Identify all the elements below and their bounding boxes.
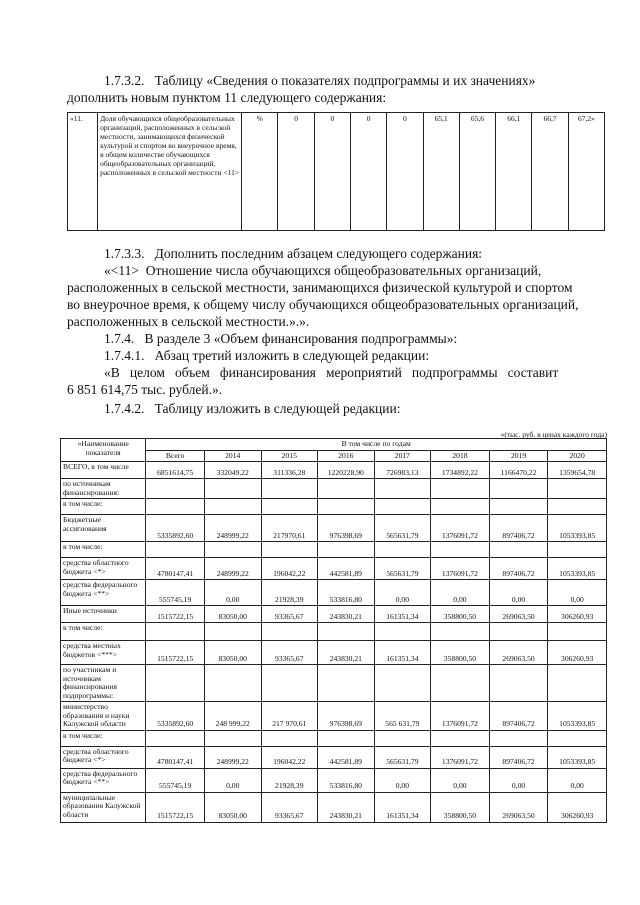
funding-total-line1: «В целом объем финансирования мероприятий подпрограммы составит <box>104 365 559 380</box>
table-cell: 897406,72 <box>489 515 548 542</box>
table-cell: 66,1 <box>496 113 532 231</box>
table-cell <box>374 730 431 746</box>
table-cell: 306260,93 <box>548 641 607 665</box>
table-cell: 1166470,22 <box>489 462 548 479</box>
table-cell: 565631,79 <box>374 746 431 768</box>
funding-table-body <box>61 462 607 823</box>
table-cell: 21928,39 <box>261 768 318 792</box>
row-label: средства федерального бюджета <**> <box>61 768 146 792</box>
table-cell <box>374 623 431 641</box>
table-cell: 161351,34 <box>374 641 431 665</box>
table-cell: 93365,67 <box>261 792 318 822</box>
table-cell <box>431 665 490 702</box>
table-cell: 1734892,22 <box>431 462 490 479</box>
table-row <box>61 623 607 641</box>
table-cell <box>318 499 375 515</box>
table-cell: 269063,50 <box>489 792 548 822</box>
table-row <box>61 792 607 822</box>
table-header-row <box>61 439 607 451</box>
row-label: средства областного бюджета <*> <box>61 746 146 768</box>
table-cell <box>261 542 318 558</box>
table-cell: 0,00 <box>489 768 548 792</box>
row-label: в том числе: <box>61 542 146 558</box>
header-year: 2015 <box>261 450 318 462</box>
table-cell: 1053393,85 <box>548 515 607 542</box>
table-row <box>61 542 607 558</box>
table-cell <box>431 623 490 641</box>
table-cell: 442581,89 <box>318 558 375 580</box>
header-year: 2014 <box>204 450 261 462</box>
table-cell: 1220228,90 <box>318 462 375 479</box>
table-cell: 358800,50 <box>431 792 490 822</box>
table-cell <box>489 665 548 702</box>
paragraph-1-7-3-3: 1.7.3.3. Дополнить последним абзацем следующего содержания: <box>104 246 483 261</box>
table-row <box>61 606 607 623</box>
table-cell: 897406,72 <box>489 558 548 580</box>
table-cell: 565631,79 <box>374 515 431 542</box>
table-cell: 243830,21 <box>318 641 375 665</box>
table-cell: 65,6 <box>459 113 495 231</box>
table-cell: 0,00 <box>431 768 490 792</box>
table-cell: 1376091,72 <box>431 702 490 731</box>
table-cell <box>374 479 431 499</box>
table-row <box>61 479 607 499</box>
table-cell: 161351,34 <box>374 792 431 822</box>
table-cell: 83050,00 <box>204 606 261 623</box>
footnote-11-line2: расположенных в сельской местности, занимающихся физической культурой и спортом <box>67 280 573 295</box>
table-cell: 0,00 <box>374 768 431 792</box>
footnote-11-line3: во внеурочное время, к общему числу обучающихся общеобразовательных организаций, <box>67 297 579 312</box>
header-total: Всего <box>146 450 205 462</box>
table-cell: 248999,22 <box>204 515 261 542</box>
table-cell: «11. <box>68 113 98 231</box>
table-cell: 6851614,75 <box>146 462 205 479</box>
table-cell: 1376091,72 <box>431 515 490 542</box>
row-label: средства федерального бюджета <**> <box>61 580 146 606</box>
table-cell <box>489 623 548 641</box>
table-cell <box>489 542 548 558</box>
table-cell <box>146 499 205 515</box>
table-cell: 269063,50 <box>489 606 548 623</box>
table-cell: 306260,93 <box>548 792 607 822</box>
table-cell: 65,1 <box>423 113 459 231</box>
table-cell: 0,00 <box>204 580 261 606</box>
table-cell: 93365,67 <box>261 641 318 665</box>
table-cell: 1376091,72 <box>431 746 490 768</box>
footnote-11-line1: «<11> Отношение числа обучающихся общеобразовательных организаций, <box>104 263 542 278</box>
table-cell: 217 970,61 <box>261 702 318 731</box>
unit-note: «(тыс. руб. в ценах каждого года) <box>500 430 607 439</box>
row-label: Бюджетные ассигнования <box>61 515 146 542</box>
paragraph-1-7-4: 1.7.4. В разделе 3 «Объем финансирования подпрограммы»: <box>104 331 458 346</box>
row-label: в том числе: <box>61 623 146 641</box>
table-cell <box>548 730 607 746</box>
table-cell <box>318 665 375 702</box>
row-label: Иные источники <box>61 606 146 623</box>
table-cell: 976398,69 <box>318 702 375 731</box>
table-cell <box>204 623 261 641</box>
table-cell: 21928,39 <box>261 580 318 606</box>
header-name: «Наименование показателя <box>61 439 146 462</box>
table-cell: 358800,50 <box>431 641 490 665</box>
table-cell: 358800,50 <box>431 606 490 623</box>
table-cell <box>548 479 607 499</box>
table-cell: 243830,21 <box>318 606 375 623</box>
table-cell: 0 <box>387 113 423 231</box>
table-cell: 1053393,85 <box>548 702 607 731</box>
table-row <box>61 580 607 606</box>
table-cell: 0,00 <box>548 580 607 606</box>
table-cell <box>431 479 490 499</box>
table-cell: 311336,28 <box>261 462 318 479</box>
table-cell: 269063,50 <box>489 641 548 665</box>
table-cell: 0 <box>314 113 350 231</box>
table-cell <box>318 542 375 558</box>
table-cell <box>374 499 431 515</box>
table-cell: 0 <box>278 113 314 231</box>
table-cell: 67,2» <box>568 113 604 231</box>
header-year: 2018 <box>431 450 490 462</box>
table-cell: 83050,00 <box>204 641 261 665</box>
row-label: в том числе: <box>61 499 146 515</box>
row-label: по источникам финансирования: <box>61 479 146 499</box>
table-cell <box>146 730 205 746</box>
table-cell <box>146 542 205 558</box>
table-cell: 93365,67 <box>261 606 318 623</box>
paragraph-1-7-3-2-line1: 1.7.3.2. Таблицу «Сведения о показателях подпрограммы и их значениях» <box>104 73 536 88</box>
table-row <box>61 558 607 580</box>
table-cell: 243830,21 <box>318 792 375 822</box>
table-cell <box>548 623 607 641</box>
table-cell: 196042,22 <box>261 558 318 580</box>
header-by-years: В том числе по годам <box>146 439 607 451</box>
table-row <box>61 746 607 768</box>
table-cell: 565631,79 <box>374 558 431 580</box>
table-cell: 555745,19 <box>146 768 205 792</box>
table-cell <box>204 730 261 746</box>
paragraph-1-7-4-2: 1.7.4.2. Таблицу изложить в следующей редакции: <box>104 401 401 416</box>
table-cell <box>146 623 205 641</box>
table-cell: 83050,00 <box>204 792 261 822</box>
row-label: в том числе: <box>61 730 146 746</box>
table-cell: 248999,22 <box>204 558 261 580</box>
table-cell: 332049,22 <box>204 462 261 479</box>
table-cell: 897406,72 <box>489 702 548 731</box>
table-cell: 1515722,15 <box>146 792 205 822</box>
table-cell: 726983,13 <box>374 462 431 479</box>
table-cell: 1376091,72 <box>431 558 490 580</box>
table-cell <box>548 665 607 702</box>
table-cell: 976398,69 <box>318 515 375 542</box>
table-cell: 1053393,85 <box>548 558 607 580</box>
paragraph-1-7-4-1: 1.7.4.1. Абзац третий изложить в следующей редакции: <box>104 348 430 363</box>
table-cell <box>489 730 548 746</box>
table-cell: % <box>242 113 278 231</box>
table-cell <box>204 665 261 702</box>
table-row <box>61 730 607 746</box>
table-cell: 1053393,85 <box>548 746 607 768</box>
table-cell: 0 <box>351 113 387 231</box>
table-cell: 533816,80 <box>318 768 375 792</box>
header-year: 2020 <box>548 450 607 462</box>
table-cell <box>261 730 318 746</box>
table-cell: 196042,22 <box>261 746 318 768</box>
table-cell <box>548 499 607 515</box>
footnote-11-line4: расположенных в сельской местности.».». <box>67 314 310 329</box>
table-cell: Доля обучающихся общеобразовательных организаций, расположенных в сельской местности, занимающихся физической культурой и спортом во внеурочное время, в общем количестве обучающихся общеобразовательных организаций, расположенных в сельской местности <11> <box>98 113 242 231</box>
table-cell <box>204 479 261 499</box>
paragraph-1-7-3-2-line2: дополнить новым пунктом 11 следующего содержания: <box>67 90 387 105</box>
table-cell: 1515722,15 <box>146 641 205 665</box>
table-cell <box>431 542 490 558</box>
table-row <box>61 499 607 515</box>
funding-total-line2: 6 851 614,75 тыс. рублей.». <box>67 382 223 397</box>
table-cell <box>146 665 205 702</box>
table-cell: 5335892,60 <box>146 702 205 731</box>
row-label: средства областного бюджета <*> <box>61 558 146 580</box>
table-cell: 565 631,79 <box>374 702 431 731</box>
table-cell <box>318 623 375 641</box>
table-cell: 897406,72 <box>489 746 548 768</box>
header-year: 2017 <box>374 450 431 462</box>
table-cell: 555745,19 <box>146 580 205 606</box>
table-cell: 0,00 <box>548 768 607 792</box>
table-cell: 306260,93 <box>548 606 607 623</box>
table-cell: 66,7 <box>532 113 568 231</box>
header-year: 2019 <box>489 450 548 462</box>
table-row <box>61 702 607 731</box>
table-cell <box>261 623 318 641</box>
row-label: средства местных бюджетов <***> <box>61 641 146 665</box>
table-cell: 0,00 <box>374 580 431 606</box>
row-label: министерство образования и науки Калужской области <box>61 702 146 731</box>
table-cell: 0,00 <box>204 768 261 792</box>
table-row <box>61 515 607 542</box>
table-cell <box>204 499 261 515</box>
table-row <box>61 462 607 479</box>
table-cell: 0,00 <box>489 580 548 606</box>
indicator-table <box>67 112 605 231</box>
row-label: по участникам и источникам финансирования подпрограммы: <box>61 665 146 702</box>
table-cell: 442581,89 <box>318 746 375 768</box>
table-cell <box>431 499 490 515</box>
table-cell <box>261 499 318 515</box>
table-row <box>68 113 605 231</box>
table-cell: 248999,22 <box>204 746 261 768</box>
table-cell <box>374 665 431 702</box>
table-cell <box>318 479 375 499</box>
table-cell: 0,00 <box>431 580 490 606</box>
table-cell <box>489 499 548 515</box>
table-cell: 217970,61 <box>261 515 318 542</box>
table-cell <box>431 730 490 746</box>
table-cell: 1359654,78 <box>548 462 607 479</box>
table-row <box>61 641 607 665</box>
table-cell <box>548 542 607 558</box>
table-cell <box>261 479 318 499</box>
funding-table <box>60 438 607 823</box>
table-cell <box>146 479 205 499</box>
header-year: 2016 <box>318 450 375 462</box>
table-cell: 4780147,41 <box>146 558 205 580</box>
table-cell: 1515722,15 <box>146 606 205 623</box>
row-label: муниципальные образования Калужской области <box>61 792 146 822</box>
table-row <box>61 768 607 792</box>
table-cell: 4780147,41 <box>146 746 205 768</box>
row-label: ВСЕГО, в том числе <box>61 462 146 479</box>
table-cell: 5335892,60 <box>146 515 205 542</box>
table-cell <box>489 479 548 499</box>
table-cell <box>318 730 375 746</box>
table-cell: 533816,80 <box>318 580 375 606</box>
table-cell <box>374 542 431 558</box>
table-cell <box>261 665 318 702</box>
table-cell: 248 999,22 <box>204 702 261 731</box>
table-row <box>61 665 607 702</box>
table-cell: 161351,34 <box>374 606 431 623</box>
table-cell <box>204 542 261 558</box>
